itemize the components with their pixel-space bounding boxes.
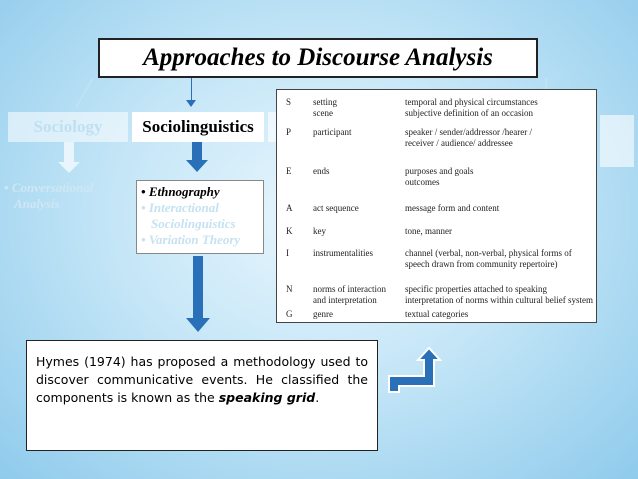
grid-desc: textual categories xyxy=(405,309,469,319)
bullet-dot-icon: • xyxy=(4,180,12,195)
list-item-variation-text: Variation Theory xyxy=(148,232,241,247)
arrow-down-head xyxy=(186,160,208,172)
grid-term-line2: and interpretation xyxy=(313,295,377,305)
grid-desc xyxy=(405,248,595,270)
grid-desc xyxy=(405,284,595,306)
elbow-arrow-icon xyxy=(386,346,446,396)
grid-letter: E xyxy=(286,166,292,176)
category-sociology-label: Sociology xyxy=(33,117,103,136)
grid-letter: S xyxy=(286,97,292,107)
grid-term: key xyxy=(313,226,326,236)
grid-desc-line1: specific properties attached to speaking xyxy=(405,284,547,294)
grid-desc-line2: outcomes xyxy=(405,177,440,187)
speaking-grid-table xyxy=(276,89,597,323)
list-item-interactional-text-2: Sociolinguistics xyxy=(151,216,236,231)
grid-term: participant xyxy=(313,127,352,137)
grid-term xyxy=(313,97,408,119)
grid-term: act sequence xyxy=(313,203,359,213)
description-end: . xyxy=(315,390,320,405)
grid-letter: A xyxy=(286,203,293,213)
bullet-dot-icon: • xyxy=(141,200,149,215)
grid-desc-line2: speech drawn from community repertoire) xyxy=(405,259,558,269)
connector-left xyxy=(75,78,94,108)
bullet-dot-icon: • xyxy=(141,232,149,247)
list-left-item-cont xyxy=(4,196,116,212)
list-left-text-1: Conversational xyxy=(11,180,94,195)
grid-desc-line1: purposes and goals xyxy=(405,166,474,176)
grid-desc-line2: interpretation of norms within cultural belief system xyxy=(405,295,593,305)
list-item-ethnography xyxy=(141,184,259,200)
description-text: Hymes (1974) has proposed a methodology used to discover communicative events. He classified the components is known as the xyxy=(36,354,368,405)
description-emphasis: speaking grid xyxy=(218,390,316,405)
grid-letter: P xyxy=(286,127,292,137)
grid-letter: I xyxy=(286,248,289,258)
list-sociolinguistics-methods xyxy=(136,180,264,254)
list-item-interactional-cont xyxy=(141,216,259,232)
faded-arrow-head xyxy=(58,162,80,173)
arrow-long-shaft xyxy=(193,256,203,320)
grid-desc-line2: subjective definition of an occasion xyxy=(405,108,533,118)
list-item-interactional xyxy=(141,200,259,216)
grid-desc xyxy=(405,127,595,149)
grid-desc xyxy=(405,166,595,188)
grid-term: genre xyxy=(313,309,333,319)
list-item-variation xyxy=(141,232,259,248)
arrow-down-shaft xyxy=(192,142,202,162)
grid-desc: message form and content xyxy=(405,203,500,213)
faded-arrow-shaft xyxy=(64,142,74,164)
grid-letter: N xyxy=(286,284,293,294)
grid-term-line1: setting xyxy=(313,97,337,107)
list-item-ethnography-text: Ethnography xyxy=(148,184,220,199)
grid-desc xyxy=(405,97,595,119)
slide-title-text: Approaches to Discourse Analysis xyxy=(143,44,493,71)
grid-term-line1: norms of interaction xyxy=(313,284,386,294)
grid-term xyxy=(313,284,408,306)
grid-desc: tone, manner xyxy=(405,226,452,236)
list-conversational-analysis xyxy=(4,180,116,224)
category-sociolinguistics xyxy=(132,112,264,142)
grid-desc-line1: speaker / sender/addressor /hearer / xyxy=(405,127,532,137)
category-sociology xyxy=(8,112,128,142)
arrow-long-head xyxy=(186,318,210,332)
grid-term: ends xyxy=(313,166,330,176)
thin-arrow-head xyxy=(186,100,196,107)
list-left-text-2: Analysis xyxy=(14,196,60,211)
description-box xyxy=(26,340,378,451)
slide-title xyxy=(98,38,538,78)
grid-desc-line1: channel (verbal, non-verbal, physical forms of xyxy=(405,248,572,258)
grid-term-line2: scene xyxy=(313,108,333,118)
category-ghost-box-right xyxy=(600,115,634,167)
category-sociolinguistics-label: Sociolinguistics xyxy=(142,117,254,136)
bullet-dot-icon: • xyxy=(141,184,149,199)
grid-desc-line1: temporal and physical circumstances xyxy=(405,97,538,107)
grid-letter: K xyxy=(286,226,293,236)
list-left-item xyxy=(4,180,116,196)
grid-desc-line2: receiver / audience/ addressee xyxy=(405,138,513,148)
grid-term: instrumentalities xyxy=(313,248,373,258)
list-item-interactional-text: Interactional xyxy=(148,200,219,215)
grid-letter: G xyxy=(286,309,293,319)
